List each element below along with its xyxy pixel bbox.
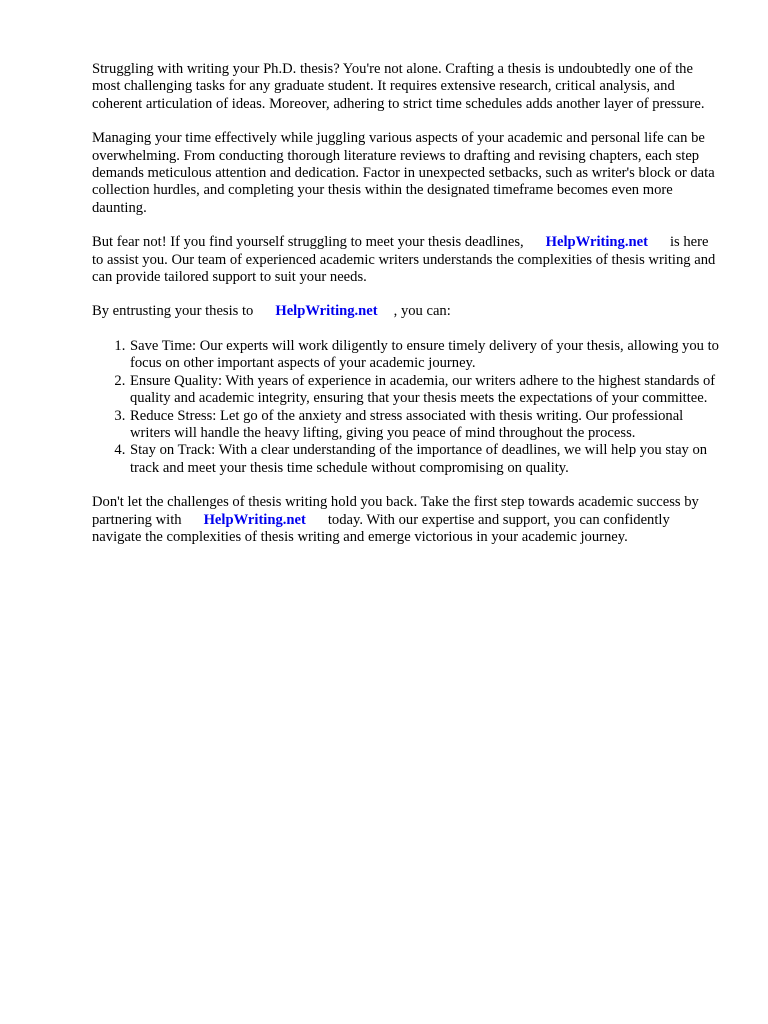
closing-paragraph bbox=[92, 494, 722, 546]
list-item: 4. Stay on Track: With a clear understanding of the importance of deadlines, we will help you stay on track and meet your thesis time schedule without compromising on quality. bbox=[129, 442, 722, 477]
assistance-text-before: But fear not! If you find yourself struggling to meet your thesis deadlines, bbox=[92, 234, 524, 251]
helpwriting-link-3[interactable]: HelpWriting.net bbox=[203, 511, 306, 528]
list-item: 3. Reduce Stress: Let go of the anxiety and stress associated with thesis writing. Our professional writers will handle the heavy lifting, giving you peace of mind throughout the process. bbox=[129, 408, 722, 443]
entrust-text-before: By entrusting your thesis to bbox=[92, 303, 254, 320]
time-management-text: Managing your time effectively while juggling various aspects of your academic and personal life can be overwhelming. From conducting thorough literature reviews to drafting and revising chapters, each step demands meticulous attention and dedication. Factor in unexpected setbacks, such as writer's block or data collection hurdles, and completing your thesis within the designated timeframe becomes even more daunting. bbox=[92, 130, 715, 216]
entrust-paragraph bbox=[92, 303, 722, 320]
assistance-paragraph bbox=[92, 234, 722, 286]
entrust-text-after: , you can: bbox=[393, 303, 451, 320]
closing-text-before: Don't let the challenges of thesis writing hold you back. Take the first step towards academic success by partnering with bbox=[92, 494, 699, 528]
intro-text: Struggling with writing your Ph.D. thesis? You're not alone. Crafting a thesis is undoubtedly one of the most challenging tasks for any graduate student. It requires extensive research, critical analysis, and coherent articulation of ideas. Moreover, adhering to strict time schedules adds another layer of pressure. bbox=[92, 61, 705, 112]
helpwriting-link-2[interactable]: HelpWriting.net bbox=[275, 303, 378, 320]
list-item: 2. Ensure Quality: With years of experience in academia, our writers adhere to the highest standards of quality and academic integrity, ensuring that your thesis meets the expectations of your committee. bbox=[129, 373, 722, 408]
helpwriting-link-1[interactable]: HelpWriting.net bbox=[545, 234, 648, 251]
document-page bbox=[92, 61, 722, 563]
assistance-text-after: is here to assist you. Our team of experienced academic writers understands the complexities of thesis writing and can provide tailored support to suit your needs. bbox=[92, 234, 716, 286]
intro-paragraph bbox=[92, 61, 722, 113]
list-item: 1. Save Time: Our experts will work diligently to ensure timely delivery of your thesis, allowing you to focus on other important aspects of your academic journey. bbox=[129, 338, 722, 373]
time-management-paragraph bbox=[92, 130, 722, 217]
closing-text-after: today. With our expertise and support, you can confidently navigate the complexities of thesis writing and emerge victorious in your academic journey. bbox=[92, 511, 670, 545]
benefits-list bbox=[92, 338, 722, 477]
